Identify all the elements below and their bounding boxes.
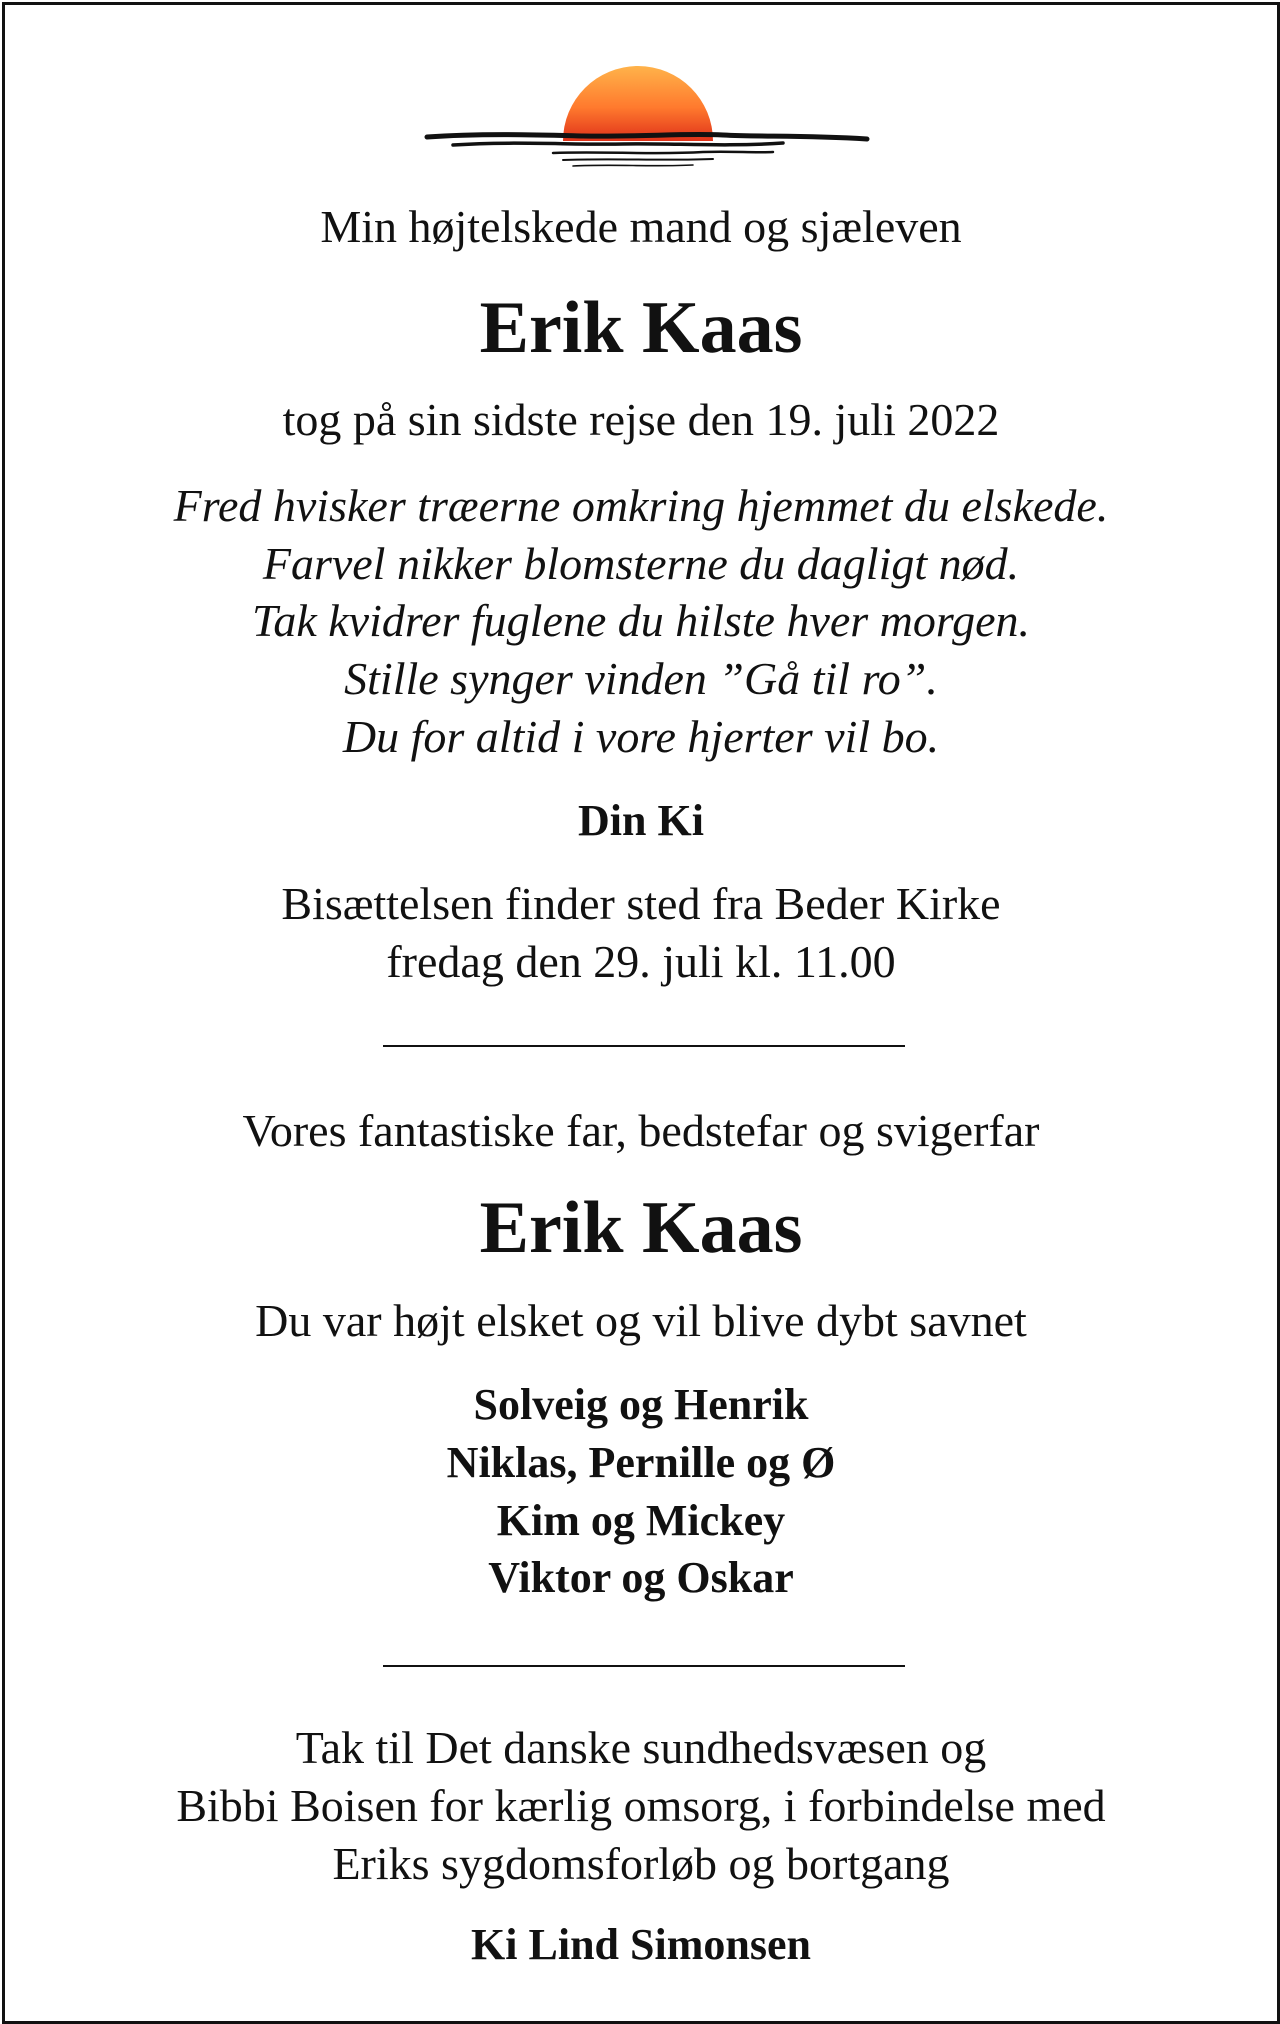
obituary-content [5, 5, 1277, 2021]
poem-line: Du for altid i vore hjerter vil bo. [342, 711, 940, 762]
intro-text-2: Vores fantastiske far, bedstefar og svigerfar [242, 1105, 1040, 1156]
family-member: Solveig og Henrik [473, 1380, 809, 1429]
family-member: Viktor og Oskar [488, 1553, 794, 1602]
ceremony-line: fredag den 29. juli kl. 11.00 [386, 936, 896, 987]
thanks-line: Bibbi Boisen for kærlig omsorg, i forbindelse med [176, 1780, 1106, 1831]
deceased-name-2: Erik Kaas [479, 1187, 803, 1269]
thanks-line: Tak til Det danske sundhedsvæsen og [295, 1722, 987, 1773]
signature-2: Ki Lind Simonsen [471, 1920, 811, 1969]
divider-2 [383, 1665, 905, 1667]
tribute-message: Du var højt elsket og vil blive dybt savnet [255, 1295, 1027, 1346]
poem-line: Fred hvisker træerne omkring hjemmet du elskede. [173, 480, 1109, 531]
signature-1: Din Ki [578, 796, 704, 845]
divider-1 [383, 1045, 905, 1047]
thanks-line: Eriks sygdomsforløb og bortgang [332, 1838, 950, 1889]
poem-line: Farvel nikker blomsterne du dagligt nød. [262, 538, 1020, 589]
family-member: Niklas, Pernille og Ø [446, 1438, 836, 1487]
intro-text-1: Min højtelskede mand og sjæleven [320, 201, 962, 252]
passing-date: tog på sin sidste rejse den 19. juli 2022 [282, 394, 1000, 445]
deceased-name-1: Erik Kaas [479, 287, 803, 369]
sunset-icon [423, 65, 871, 177]
ceremony-line: Bisættelsen finder sted fra Beder Kirke [281, 878, 1001, 929]
poem-line: Tak kvidrer fuglene du hilste hver morgen. [251, 595, 1031, 646]
obituary-frame [2, 2, 1280, 2024]
poem-line: Stille synger vinden ”Gå til ro”. [344, 653, 938, 704]
family-member: Kim og Mickey [496, 1496, 786, 1545]
